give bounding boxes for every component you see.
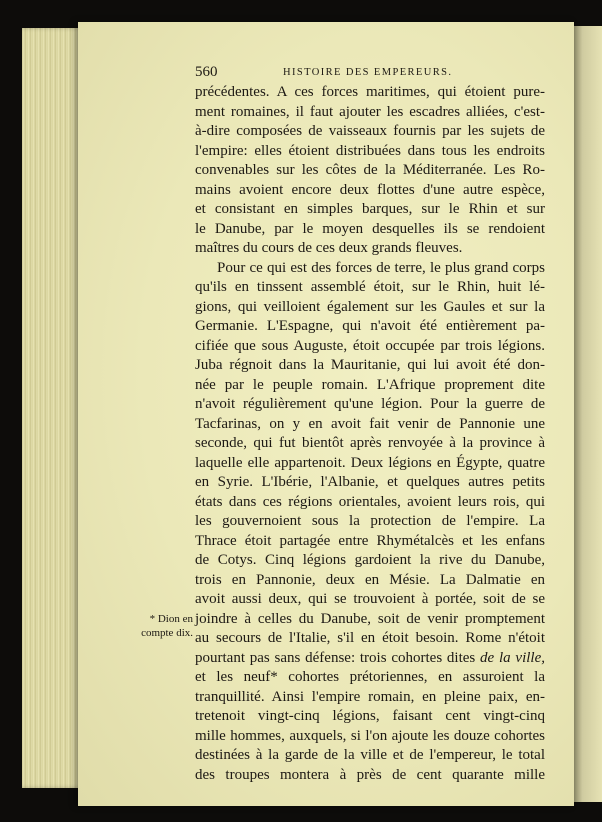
margin-footnote (133, 612, 193, 640)
text-line: seconde, qui fut bientôt après renvoyée à la province à (195, 435, 545, 451)
text-line: trois en Pannonie, deux en Mésie. La Dalmatie en (195, 571, 545, 588)
text-line: maîtres du cours de ces deux grands fleuves. (195, 240, 463, 256)
text-line-with-italic (195, 649, 545, 669)
text-line: Tacfarinas, on y en avoit fait venir de Pannonie une (195, 415, 545, 432)
text-line: tretenoit vingt-cinq légions, faisant cent vingt-cinq (195, 708, 545, 724)
text-line: et consistant en simples barques, sur le Rhin et sur (195, 201, 545, 217)
text-line: l'empire: elles étoient distribuées dans tous les endroits (195, 142, 545, 159)
text-line: à-dire composées de vaisseaux fournis par les sujets de (195, 123, 545, 139)
text-line: Thrace étoit partagée entre Rhymétalcès et les enfans (195, 532, 545, 549)
text-line: joindre à celles du Danube, soit de venir promptement (195, 610, 545, 627)
text-line: destinées à la garde de la ville et de l'empereur, le total (195, 747, 545, 763)
text-line: mains avoient encore deux flottes d'une autre espèce, (195, 181, 545, 198)
text-line: des troupes montera à près de cent quarante mille (195, 766, 545, 783)
facing-page-edge (574, 26, 602, 802)
text-line: ment romaines, il faut ajouter les escadres alliées, c'est- (195, 103, 545, 120)
margin-note-line: compte dix. (141, 627, 193, 639)
text-line: qu'ils en tinssent assemblé étoit, sur le Rhin, huit lé- (195, 279, 545, 295)
page-header (195, 64, 457, 82)
italic-phrase: de la ville, (480, 649, 545, 666)
text-line: avoit aussi deux, qui se trouvoient à portée, soit de se (195, 591, 545, 607)
text-line: née par le peuple romain. L'Afrique proprement dite (195, 376, 545, 393)
text-line: les gouvernoient sous la protection de l'empire. La (195, 513, 545, 529)
text-line: précédentes. A ces forces maritimes, qui étoient pure- (195, 84, 545, 100)
text-line: convenables sur les côtes de la Méditerranée. Les Ro- (195, 162, 545, 178)
text-line: et les neuf* cohortes prétoriennes, en assuroient la (195, 669, 545, 685)
text-line: en Syrie. L'Ibérie, l'Albanie, et quelques autres petits (195, 474, 545, 490)
text-line: Germanie. L'Espagne, qui n'avoit été entièrement pa- (195, 318, 545, 334)
text-line: états dans ces régions orientales, avoient leurs rois, qui (195, 493, 545, 510)
text-line: au secours de l'Italie, s'il en étoit besoin. Rome n'étoit (195, 630, 545, 646)
text-line: le Danube, par le moyen desquelles ils se rendoient (195, 220, 545, 237)
text-line: n'avoit régulièrement qu'une légion. Pour la guerre de (195, 396, 545, 412)
page-edges (22, 28, 82, 788)
body-text (195, 83, 545, 785)
text-line: Juba régnoit dans la Mauritanie, qui lui avoit été don- (195, 357, 545, 373)
text-line: gions, qui veilloient également sur les Gaules et sur la (195, 298, 545, 315)
margin-note-line: * Dion en (149, 613, 193, 625)
running-title: HISTOIRE DES EMPEREURS. (283, 67, 453, 78)
text-line: laquelle elle appartenoit. Deux légions en Égypte, quatre (195, 454, 545, 471)
text-line: tranquillité. Ainsi l'empire romain, en pleine paix, en- (195, 688, 545, 705)
text-line: cifiée que sous Auguste, étoit occupée par trois légions. (195, 337, 545, 354)
text-line: mille hommes, auxquels, si l'on ajoute les douze cohortes (195, 727, 545, 744)
text-line: de Cotys. Cinq légions gardoient la rive du Danube, (195, 552, 545, 568)
text-line: Pour ce qui est des forces de terre, le plus grand corps (217, 259, 545, 276)
text-segment: pourtant pas sans défense: trois cohortes dites (195, 649, 476, 666)
page-number: 560 (195, 64, 218, 80)
